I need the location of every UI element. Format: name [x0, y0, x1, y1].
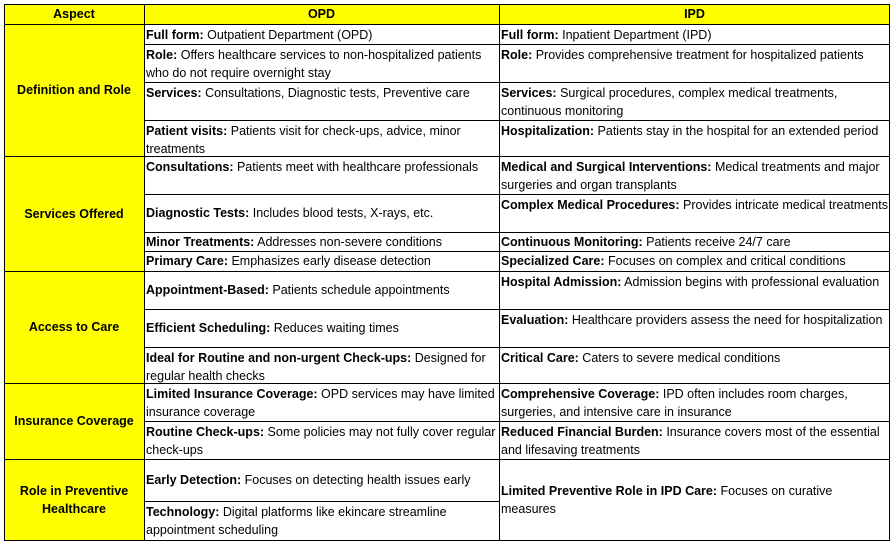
header-ipd: IPD — [499, 4, 890, 24]
opd-cell: Ideal for Routine and non-urgent Check-ups: Designed for regular health checks — [146, 351, 486, 383]
opd-cell: Role: Offers healthcare services to non-hospitalized patients who do not require overnight stay — [146, 48, 482, 80]
opd-cell: Patient visits: Patients visit for check-ups, advice, minor treatments — [146, 124, 461, 156]
header-aspect: Aspect — [4, 4, 144, 24]
ipd-cell: Medical and Surgical Interventions: Medical treatments and major surgeries and organ transplants — [501, 160, 880, 192]
grid-line — [889, 4, 890, 541]
ipd-cell: Continuous Monitoring: Patients receive 24/7 care — [501, 235, 791, 249]
ipd-cell: Reduced Financial Burden: Insurance covers most of the essential and lifesaving treatments — [501, 425, 880, 457]
grid-line — [144, 251, 890, 252]
grid-line — [144, 44, 890, 45]
ipd-cell: Critical Care: Caters to severe medical conditions — [501, 351, 781, 365]
grid-line — [4, 156, 890, 157]
grid-line — [144, 4, 145, 541]
grid-line — [4, 383, 890, 384]
ipd-cell: Services: Surgical procedures, complex medical treatments, continuous monitoring — [501, 86, 838, 118]
opd-cell: Services: Consultations, Diagnostic tests, Preventive care — [146, 86, 470, 100]
aspect-definition-and-role: Definition and Role — [4, 24, 144, 156]
grid-line — [144, 232, 890, 233]
grid-line — [144, 347, 890, 348]
aspect-role-in-preventive-healthcare: Role in Preventive Healthcare — [4, 459, 144, 541]
header-opd: OPD — [144, 4, 499, 24]
grid-line — [144, 82, 890, 83]
aspect-insurance-coverage: Insurance Coverage — [4, 383, 144, 459]
opd-cell: Consultations: Patients meet with healthcare professionals — [146, 160, 479, 174]
ipd-cell: Role: Provides comprehensive treatment for hospitalized patients — [501, 48, 864, 62]
grid-line — [4, 24, 890, 25]
opd-cell: Limited Insurance Coverage: OPD services may have limited insurance coverage — [146, 387, 495, 419]
opd-cell: Efficient Scheduling: Reduces waiting times — [146, 321, 399, 335]
ipd-cell: Specialized Care: Focuses on complex and critical conditions — [501, 254, 846, 268]
aspect-services-offered: Services Offered — [4, 156, 144, 271]
grid-line — [4, 459, 890, 460]
grid-line — [4, 540, 890, 541]
grid-line — [4, 271, 890, 272]
ipd-cell: Hospital Admission: Admission begins with professional evaluation — [501, 275, 880, 289]
grid-line — [4, 4, 5, 541]
opd-cell: Full form: Outpatient Department (OPD) — [146, 28, 373, 42]
opd-cell: Technology: Digital platforms like ekincare streamline appointment scheduling — [146, 505, 447, 537]
opd-cell: Routine Check-ups: Some policies may not fully cover regular check-ups — [146, 425, 496, 457]
comparison-table — [4, 4, 890, 541]
grid-line — [499, 4, 500, 541]
ipd-cell: Limited Preventive Role in IPD Care: Focuses on curative measures — [501, 484, 833, 516]
ipd-cell: Complex Medical Procedures: Provides intricate medical treatments — [501, 198, 888, 212]
opd-cell: Appointment-Based: Patients schedule appointments — [146, 283, 450, 297]
aspect-access-to-care: Access to Care — [4, 271, 144, 383]
grid-line — [144, 194, 890, 195]
opd-cell: Primary Care: Emphasizes early disease detection — [146, 254, 431, 268]
grid-line — [4, 4, 890, 5]
grid-line — [144, 421, 890, 422]
ipd-cell: Evaluation: Healthcare providers assess the need for hospitalization — [501, 313, 883, 327]
grid-line — [144, 501, 499, 502]
ipd-cell: Full form: Inpatient Department (IPD) — [501, 28, 712, 42]
opd-cell: Minor Treatments: Addresses non-severe conditions — [146, 235, 442, 249]
grid-line — [144, 309, 890, 310]
ipd-cell: Hospitalization: Patients stay in the hospital for an extended period — [501, 124, 879, 138]
opd-cell: Early Detection: Focuses on detecting health issues early — [146, 473, 471, 487]
opd-cell: Diagnostic Tests: Includes blood tests, X-rays, etc. — [146, 206, 434, 220]
grid-line — [144, 120, 890, 121]
ipd-cell: Comprehensive Coverage: IPD often includes room charges, surgeries, and intensive care in insurance — [501, 387, 848, 419]
